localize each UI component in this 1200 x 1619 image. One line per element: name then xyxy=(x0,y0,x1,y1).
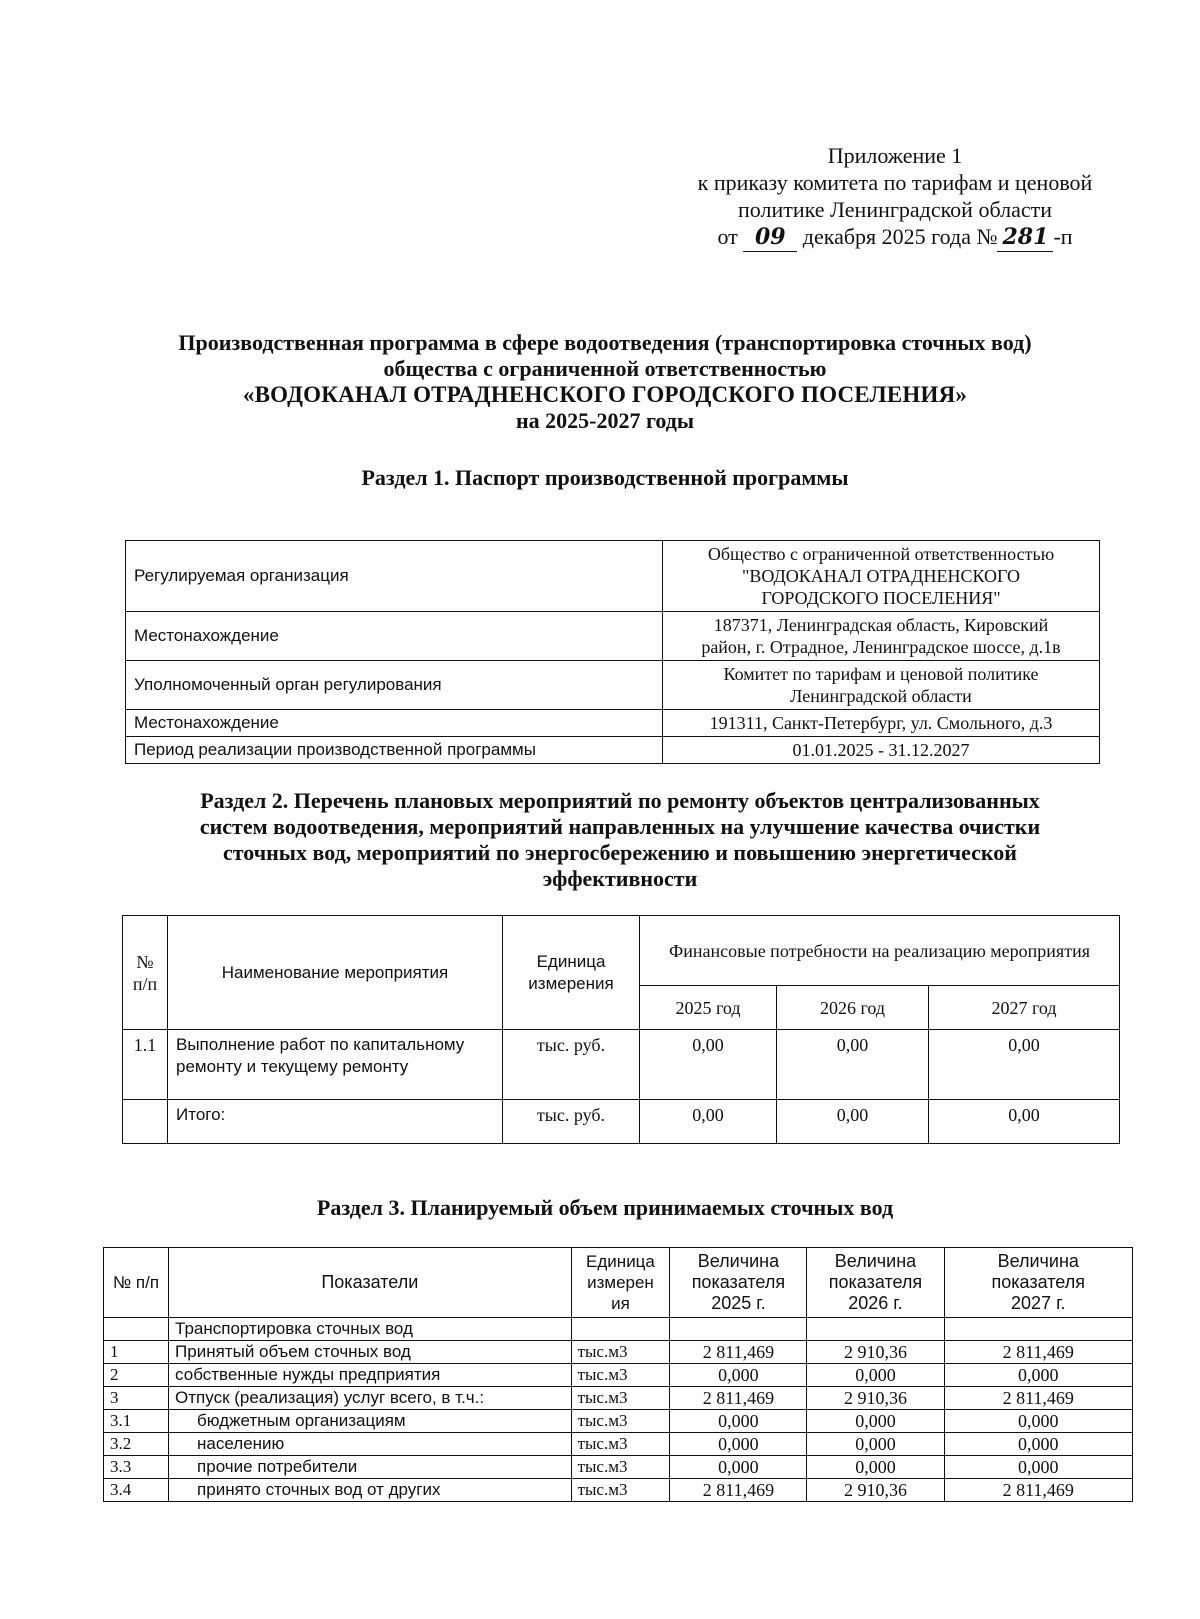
table-row xyxy=(104,1456,1133,1479)
cell-unit: тыс.м3 xyxy=(571,1364,670,1387)
annex-line-2: к приказу комитета по тарифам и ценовой xyxy=(697,170,1093,195)
cell-2025: 0,000 xyxy=(670,1410,807,1433)
cell-2027: 0,000 xyxy=(944,1364,1133,1387)
header-line: 2027 г. xyxy=(1011,1293,1066,1313)
cell-name: Выполнение работ по капитальному ремонту и текущему ремонту xyxy=(168,1030,503,1100)
cell-name: собственные нужды предприятия xyxy=(169,1364,572,1387)
cell-2026: 2 910,36 xyxy=(807,1479,944,1502)
cell-unit: тыс.м3 xyxy=(571,1341,670,1364)
cell-2025: 0,000 xyxy=(670,1364,807,1387)
header-line: 2025 г. xyxy=(711,1293,766,1313)
header-finance: Финансовые потребности на реализацию мероприятия xyxy=(640,916,1120,986)
cell-2026: 2 910,36 xyxy=(807,1341,944,1364)
handwritten-day: 09 xyxy=(743,224,797,252)
cell-2027: 0,00 xyxy=(929,1100,1120,1144)
table-row xyxy=(104,1318,1133,1341)
annex-date-rest: декабря 2025 года № xyxy=(802,224,998,249)
section1-heading: Раздел 1. Паспорт производственной программы xyxy=(361,465,849,490)
header-unit: Единица измерения xyxy=(503,916,640,1030)
cell-2025: 0,00 xyxy=(640,1100,777,1144)
cell-num: 2 xyxy=(104,1364,169,1387)
cell-name: прочие потребители xyxy=(169,1456,572,1479)
header-indicator: Показатели xyxy=(169,1248,572,1318)
header-unit-line: Единица xyxy=(586,1252,655,1271)
passport-label: Местонахождение xyxy=(126,710,663,737)
header-2027 xyxy=(944,1248,1133,1318)
header-num: № п/п xyxy=(123,916,168,1030)
cell-num: 1 xyxy=(104,1341,169,1364)
passport-value-line: Общество с ограниченной ответственностью xyxy=(707,544,1055,564)
cell-2027: 2 811,469 xyxy=(944,1387,1133,1410)
cell-2025: 0,000 xyxy=(670,1433,807,1456)
cell-2027: 0,000 xyxy=(944,1410,1133,1433)
annex-date-line xyxy=(660,223,1130,252)
header-unit xyxy=(571,1248,670,1318)
table-row xyxy=(104,1410,1133,1433)
cell-unit: тыс.м3 xyxy=(571,1456,670,1479)
cell-2026: 0,00 xyxy=(777,1100,929,1144)
section2-heading-line: Раздел 2. Перечень плановых мероприятий по ремонту объектов централизованных xyxy=(200,788,1040,813)
cell-unit xyxy=(571,1318,670,1341)
header-num: № п/п xyxy=(104,1248,169,1318)
annex-header xyxy=(660,142,1130,252)
title-line-4: на 2025-2027 годы xyxy=(515,408,695,433)
passport-value-line: 01.01.2025 - 31.12.2027 xyxy=(792,740,970,760)
table-row xyxy=(104,1433,1133,1456)
cell-2027: 2 811,469 xyxy=(944,1341,1133,1364)
section2-heading-line: эффективности xyxy=(542,866,698,891)
cell-unit: тыс.м3 xyxy=(571,1410,670,1433)
program-title xyxy=(100,330,1110,434)
cell-name: Принятый объем сточных вод xyxy=(169,1341,572,1364)
cell-num: 3.4 xyxy=(104,1479,169,1502)
header-unit-line: измерен xyxy=(587,1273,654,1292)
cell-name: Транспортировка сточных вод xyxy=(169,1318,572,1341)
header-2027: 2027 год xyxy=(929,986,1120,1030)
cell-name: Итого: xyxy=(168,1100,503,1144)
table-row xyxy=(126,541,1100,612)
passport-value xyxy=(663,661,1100,710)
passport-value xyxy=(663,541,1100,612)
cell-2025: 2 811,469 xyxy=(670,1387,807,1410)
passport-value-line: Ленинградской области xyxy=(790,686,972,706)
cell-2026: 2 910,36 xyxy=(807,1387,944,1410)
header-2025 xyxy=(670,1248,807,1318)
cell-unit: тыс.м3 xyxy=(571,1433,670,1456)
cell-name: населению xyxy=(169,1433,572,1456)
cell-2027: 0,000 xyxy=(944,1433,1133,1456)
table-row xyxy=(104,1341,1133,1364)
cell-unit: тыс.м3 xyxy=(571,1479,670,1502)
header-2026 xyxy=(807,1248,944,1318)
title-line-3: «ВОДОКАНАЛ ОТРАДНЕНСКОГО ГОРОДСКОГО ПОСЕЛЕНИЯ» xyxy=(242,382,968,407)
annex-line-1: Приложение 1 xyxy=(827,143,963,168)
cell-num: 3 xyxy=(104,1387,169,1410)
cell-num xyxy=(104,1318,169,1341)
table-row xyxy=(104,1479,1133,1502)
table-row xyxy=(126,661,1100,710)
header-2026: 2026 год xyxy=(777,986,929,1030)
section3-heading: Раздел 3. Планируемый объем принимаемых сточных вод xyxy=(316,1195,894,1220)
cell-num: 3.2 xyxy=(104,1433,169,1456)
cell-num: 1.1 xyxy=(123,1030,168,1100)
header-line: Величина xyxy=(997,1251,1079,1271)
header-line: показателя xyxy=(828,1272,923,1292)
cell-2026: 0,000 xyxy=(807,1433,944,1456)
handwritten-order-number: 281 xyxy=(997,224,1053,252)
passport-value-line: 187371, Ленинградская область, Кировский xyxy=(713,615,1049,635)
passport-label: Регулируемая организация xyxy=(126,541,663,612)
cell-2025 xyxy=(670,1318,807,1341)
cell-unit: тыс. руб. xyxy=(503,1100,640,1144)
table-row xyxy=(126,612,1100,661)
cell-2027 xyxy=(944,1318,1133,1341)
table-row xyxy=(104,1387,1133,1410)
cell-2025: 0,000 xyxy=(670,1456,807,1479)
cell-2026: 0,000 xyxy=(807,1456,944,1479)
section2-heading-line: сточных вод, мероприятий по энергосбережению и повышению энергетической xyxy=(223,840,1017,865)
title-line-2: общества с ограниченной ответственностью xyxy=(383,356,827,381)
header-2025: 2025 год xyxy=(640,986,777,1030)
table-row xyxy=(123,1030,1120,1100)
cell-num xyxy=(123,1100,168,1144)
cell-2025: 2 811,469 xyxy=(670,1341,807,1364)
header-line: 2026 г. xyxy=(848,1293,903,1313)
table-row xyxy=(126,710,1100,737)
table-row xyxy=(104,1364,1133,1387)
cell-2026: 0,000 xyxy=(807,1410,944,1433)
annex-number-suffix: -п xyxy=(1053,224,1073,249)
cell-2025: 0,00 xyxy=(640,1030,777,1100)
cell-name: Отпуск (реализация) услуг всего, в т.ч.: xyxy=(169,1387,572,1410)
cell-2027: 2 811,469 xyxy=(944,1479,1133,1502)
passport-label: Период реализации производственной программы xyxy=(126,737,663,764)
cell-2026: 0,00 xyxy=(777,1030,929,1100)
table-header-row xyxy=(123,916,1120,986)
cell-name: принято сточных вод от других xyxy=(169,1479,572,1502)
cell-2027: 0,00 xyxy=(929,1030,1120,1100)
passport-value-line: "ВОДОКАНАЛ ОТРАДНЕНСКОГО xyxy=(742,566,1020,586)
section2-heading xyxy=(140,788,1100,892)
cell-2027: 0,000 xyxy=(944,1456,1133,1479)
cell-num: 3.3 xyxy=(104,1456,169,1479)
cell-unit: тыс. руб. xyxy=(503,1030,640,1100)
cell-num: 3.1 xyxy=(104,1410,169,1433)
cell-2025: 2 811,469 xyxy=(670,1479,807,1502)
header-line: Величина xyxy=(834,1251,917,1271)
section2-heading-line: систем водоотведения, мероприятий направленных на улучшение качества очистки xyxy=(199,814,1041,839)
cell-unit: тыс.м3 xyxy=(571,1387,670,1410)
passport-value xyxy=(663,710,1100,737)
table-row xyxy=(123,1100,1120,1144)
passport-value xyxy=(663,737,1100,764)
header-line: Величина xyxy=(697,1251,780,1271)
passport-value-line: район, г. Отрадное, Ленинградское шоссе, д.1в xyxy=(701,637,1061,657)
header-unit-line: ия xyxy=(611,1294,630,1313)
events-table xyxy=(122,915,1120,1144)
cell-2026 xyxy=(807,1318,944,1341)
table-header-row xyxy=(104,1248,1133,1318)
table-row xyxy=(126,737,1100,764)
annex-line-3: политике Ленинградской области xyxy=(737,197,1052,222)
passport-label: Уполномоченный орган регулирования xyxy=(126,661,663,710)
cell-name: бюджетным организациям xyxy=(169,1410,572,1433)
passport-label: Местонахождение xyxy=(126,612,663,661)
header-name: Наименование мероприятия xyxy=(168,916,503,1030)
annex-date-prefix: от xyxy=(717,224,738,249)
volumes-table xyxy=(103,1247,1133,1502)
passport-value-line: 191311, Санкт-Петербург, ул. Смольного, д.3 xyxy=(709,713,1053,733)
passport-value-line: Комитет по тарифам и ценовой политике xyxy=(723,664,1039,684)
header-line: показателя xyxy=(691,1272,786,1292)
passport-table xyxy=(125,540,1100,764)
passport-value-line: ГОРОДСКОГО ПОСЕЛЕНИЯ" xyxy=(761,588,1001,608)
title-line-1: Производственная программа в сфере водоотведения (транспортировка сточных вод) xyxy=(178,330,1032,355)
passport-value xyxy=(663,612,1100,661)
header-line: показателя xyxy=(991,1272,1085,1292)
cell-2026: 0,000 xyxy=(807,1364,944,1387)
